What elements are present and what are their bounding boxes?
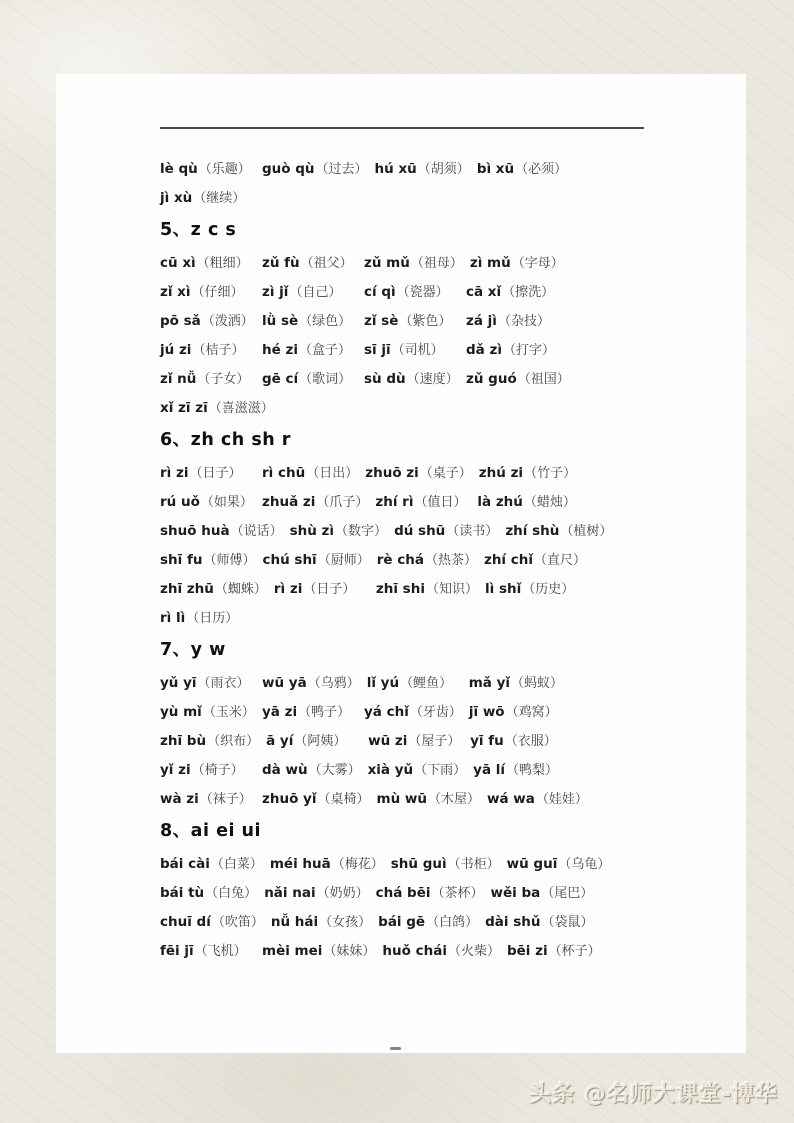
hanzi-text: （瓷器） — [396, 285, 449, 300]
word-entry — [262, 667, 360, 698]
hanzi-text: （过去） — [315, 162, 368, 177]
hanzi-text: （木屋） — [427, 792, 480, 807]
word-entry — [376, 877, 484, 908]
hanzi-text: （如果） — [200, 495, 253, 510]
word-entry — [391, 848, 500, 879]
word-row — [160, 182, 736, 211]
pinyin-text: zhú zi — [478, 465, 524, 481]
word-entry — [377, 544, 477, 575]
word-entry — [470, 247, 565, 278]
hanzi-text: （茶杯） — [431, 886, 484, 901]
word-entry — [484, 544, 586, 575]
hanzi-text: （白菜） — [210, 857, 263, 872]
word-entry — [160, 276, 255, 307]
hanzi-text: （娃娃） — [535, 792, 588, 807]
pinyin-text: nǎi nai — [264, 885, 316, 901]
pinyin-text: shuō huà — [160, 523, 230, 539]
word-entry — [160, 153, 255, 184]
pinyin-text: là zhú — [477, 494, 523, 510]
pinyin-text: zì mǔ — [469, 255, 511, 271]
pinyin-text: lè qù — [160, 161, 198, 177]
pinyin-text: rì chū — [262, 465, 306, 481]
word-entry — [160, 305, 255, 336]
pinyin-text: sù dù — [364, 371, 406, 387]
word-entry — [365, 457, 472, 488]
word-entry — [262, 247, 357, 278]
pinyin-text: dú shū — [394, 523, 446, 539]
hanzi-text: （师傅） — [203, 553, 256, 568]
word-entry — [160, 696, 255, 727]
hanzi-text: （粗细） — [196, 256, 249, 271]
hanzi-text: （爪子） — [316, 495, 369, 510]
word-row — [160, 515, 736, 544]
word-entry — [271, 906, 371, 937]
word-entry — [477, 153, 572, 184]
pinyin-text: jì xù — [160, 190, 193, 206]
pinyin-text: cí qì — [364, 284, 396, 300]
pinyin-text: chuī dí — [160, 914, 211, 930]
hanzi-text: （必须） — [515, 162, 568, 177]
pinyin-text: rè chá — [376, 552, 424, 568]
hanzi-text: （泼洒） — [201, 314, 254, 329]
word-entry — [505, 515, 612, 546]
word-entry — [160, 783, 255, 814]
word-entry — [160, 573, 267, 604]
word-entry — [469, 696, 564, 727]
hanzi-text: （大雾） — [308, 763, 361, 778]
word-row — [160, 457, 736, 486]
word-entry — [262, 754, 361, 785]
word-row — [160, 544, 736, 573]
word-entry — [262, 696, 357, 727]
word-entry — [507, 935, 602, 966]
pinyin-text: yǔ yī — [160, 675, 197, 691]
hanzi-text: （日历） — [186, 611, 239, 626]
hanzi-text: （知识） — [425, 582, 478, 597]
pinyin-text: mèi mei — [262, 943, 323, 959]
pinyin-text: yā lí — [473, 762, 506, 778]
pinyin-text: lì shǐ — [484, 581, 522, 597]
hanzi-text: （下雨） — [414, 763, 467, 778]
hanzi-text: （司机） — [391, 343, 444, 358]
word-entry — [364, 247, 463, 278]
word-row — [160, 153, 736, 182]
hanzi-text: （女孩） — [319, 915, 372, 930]
hanzi-text: （鸭梨） — [506, 763, 559, 778]
hanzi-text: （鸭子） — [298, 705, 351, 720]
hanzi-text: （袋鼠） — [541, 915, 594, 930]
hanzi-text: （阿姨） — [294, 734, 347, 749]
word-entry — [262, 486, 368, 517]
hanzi-text: （子女） — [197, 372, 250, 387]
pinyin-text: zǐ nǚ — [160, 371, 197, 387]
word-entry — [290, 515, 387, 546]
pinyin-text: guò qù — [262, 161, 315, 177]
hanzi-text: （乌龟） — [558, 857, 611, 872]
pinyin-text: wà zi — [160, 791, 199, 807]
word-row — [160, 877, 736, 906]
word-entry — [479, 457, 576, 488]
word-entry — [375, 153, 470, 184]
hanzi-text: （蜡烛） — [523, 495, 576, 510]
word-entry — [382, 935, 500, 966]
word-entry — [367, 667, 462, 698]
word-entry — [491, 877, 594, 908]
pinyin-text: jú zi — [160, 342, 192, 358]
pinyin-text: zhuǎ zi — [262, 494, 316, 510]
word-entry — [364, 305, 459, 336]
pinyin-text: fēi jī — [160, 943, 194, 959]
hanzi-text: （日出） — [306, 466, 359, 481]
word-entry — [160, 486, 255, 517]
word-row — [160, 754, 736, 783]
pinyin-text: yī fu — [470, 733, 504, 749]
pinyin-text: wá wa — [486, 791, 535, 807]
pinyin-text: shù zì — [289, 523, 335, 539]
pinyin-text: zhī zhū — [160, 581, 214, 597]
pinyin-text: zǔ fù — [262, 255, 300, 271]
word-entry — [394, 515, 498, 546]
hanzi-text: （直尺） — [534, 553, 587, 568]
hanzi-text: （奶奶） — [316, 886, 369, 901]
worksheet-page — [56, 74, 746, 1053]
word-entry — [160, 667, 255, 698]
word-entry — [160, 392, 274, 423]
hanzi-text: （说话） — [230, 524, 283, 539]
pinyin-text: nǚ hái — [270, 914, 319, 930]
word-entry — [487, 783, 588, 814]
pinyin-text: pō sǎ — [160, 313, 201, 329]
word-entry — [262, 153, 368, 184]
word-entry — [364, 696, 462, 727]
pinyin-text: wū yā — [262, 675, 307, 691]
pinyin-text: zhī bù — [160, 733, 207, 749]
hanzi-text: （鸡窝） — [505, 705, 558, 720]
pinyin-text: bái cài — [160, 856, 210, 872]
word-row — [160, 247, 736, 276]
word-entry — [368, 725, 463, 756]
pinyin-text: shū guì — [390, 856, 447, 872]
hanzi-text: （蜘蛛） — [214, 582, 267, 597]
hanzi-text: （竹子） — [524, 466, 577, 481]
word-entry — [507, 848, 611, 879]
word-row — [160, 363, 736, 392]
pinyin-text: zǐ xì — [160, 284, 191, 300]
word-entry — [364, 363, 459, 394]
hanzi-text: （自己） — [289, 285, 342, 300]
pinyin-text: zǐ sè — [364, 313, 399, 329]
word-entry — [473, 754, 568, 785]
pinyin-text: zì jǐ — [262, 284, 289, 300]
pinyin-text: wū zi — [368, 733, 408, 749]
hanzi-text: （喜滋滋） — [208, 401, 274, 416]
hanzi-text: （祖国） — [517, 372, 570, 387]
hanzi-text: （日子） — [189, 466, 242, 481]
hanzi-text: （厨师） — [317, 553, 370, 568]
word-entry — [266, 725, 361, 756]
section-heading: 8、ai ei ui — [160, 821, 261, 841]
pinyin-text: bái tù — [160, 885, 205, 901]
word-entry — [160, 544, 255, 575]
hanzi-text: （椅子） — [191, 763, 244, 778]
pinyin-text: zhuō zi — [365, 465, 419, 481]
pinyin-text: rì lì — [160, 610, 186, 626]
pinyin-text: bái gē — [378, 914, 426, 930]
hanzi-text: （火柴） — [447, 944, 500, 959]
pinyin-text: lǜ sè — [262, 313, 299, 329]
hanzi-text: （桌椅） — [317, 792, 370, 807]
pinyin-word-list — [160, 153, 736, 964]
hanzi-text: （热茶） — [424, 553, 477, 568]
pinyin-text: zǔ guó — [466, 371, 517, 387]
pinyin-text: yù mǐ — [160, 704, 202, 720]
hanzi-text: （袜子） — [199, 792, 252, 807]
hanzi-text: （速度） — [406, 372, 459, 387]
word-entry — [160, 334, 255, 365]
pinyin-text: xià yǔ — [367, 762, 414, 778]
pinyin-text: bēi zi — [506, 943, 548, 959]
word-row — [160, 696, 736, 725]
word-row — [160, 602, 736, 631]
word-entry — [274, 573, 369, 604]
hanzi-text: （衣服） — [504, 734, 557, 749]
section-heading: 7、y w — [160, 640, 226, 660]
word-entry — [262, 457, 358, 488]
pinyin-text: yā zi — [262, 704, 298, 720]
word-row — [160, 276, 736, 305]
pinyin-text: bì xū — [476, 161, 515, 177]
pinyin-text: zhí rì — [375, 494, 414, 510]
word-entry — [160, 725, 259, 756]
pinyin-text: xǐ zī zī — [160, 400, 208, 416]
word-row — [160, 486, 736, 515]
hanzi-text: （杯子） — [548, 944, 601, 959]
hanzi-text: （乌鸦） — [307, 676, 360, 691]
pinyin-text: zhí chǐ — [483, 552, 534, 568]
hanzi-text: （牙齿） — [409, 705, 462, 720]
section-heading: 6、zh ch sh r — [160, 430, 291, 450]
watermark-text: 头条 @名师大课堂-博华 — [529, 1082, 778, 1107]
hanzi-text: （仔细） — [191, 285, 244, 300]
pinyin-text: dà wù — [262, 762, 308, 778]
hanzi-text: （鲤鱼） — [400, 676, 453, 691]
pinyin-text: dài shǔ — [485, 914, 541, 930]
hanzi-text: （歌词） — [299, 372, 352, 387]
hanzi-text: （杂技） — [497, 314, 550, 329]
word-entry — [262, 363, 357, 394]
word-entry — [262, 935, 375, 966]
pinyin-text: huǒ chái — [382, 943, 447, 959]
pinyin-text: zhuō yǐ — [262, 791, 317, 807]
pinyin-text: yá chǐ — [364, 704, 409, 720]
pinyin-text: mǎ yǐ — [468, 675, 511, 691]
word-entry — [160, 877, 257, 908]
word-entry — [160, 515, 283, 546]
hanzi-text: （值日） — [414, 495, 467, 510]
pinyin-text: chú shī — [262, 552, 317, 568]
pinyin-text: zhí shù — [505, 523, 560, 539]
pinyin-text: lǐ yú — [366, 675, 400, 691]
hanzi-text: （历史） — [522, 582, 575, 597]
hanzi-text: （数字） — [335, 524, 388, 539]
hanzi-text: （尾巴） — [541, 886, 594, 901]
hanzi-text: （桌子） — [419, 466, 472, 481]
pinyin-text: ā yí — [266, 733, 294, 749]
pinyin-text: yǐ zi — [160, 762, 191, 778]
word-entry — [160, 247, 255, 278]
pinyin-text: zǔ mǔ — [364, 255, 410, 271]
top-divider-line — [160, 127, 644, 129]
word-entry — [477, 486, 576, 517]
word-entry — [469, 667, 564, 698]
word-entry — [160, 457, 255, 488]
hanzi-text: （雨衣） — [197, 676, 250, 691]
word-entry — [262, 544, 369, 575]
word-entry — [160, 935, 255, 966]
hanzi-text: （蚂蚁） — [511, 676, 564, 691]
hanzi-text: （胡须） — [417, 162, 470, 177]
word-entry — [160, 182, 255, 213]
word-row — [160, 305, 736, 334]
word-row — [160, 573, 736, 602]
hanzi-text: （织布） — [207, 734, 260, 749]
pinyin-text: dǎ zì — [466, 342, 502, 358]
word-row — [160, 906, 736, 935]
word-entry — [160, 602, 255, 633]
pinyin-text: sī jī — [364, 342, 391, 358]
hanzi-text: （打字） — [502, 343, 555, 358]
word-row — [160, 848, 736, 877]
pinyin-text: zá jì — [466, 313, 497, 329]
word-row — [160, 667, 736, 696]
pinyin-text: shī fu — [160, 552, 203, 568]
word-entry — [485, 573, 580, 604]
word-entry — [364, 334, 459, 365]
hanzi-text: （乐趣） — [198, 162, 251, 177]
word-row — [160, 392, 736, 421]
hanzi-text: （妹妹） — [323, 944, 376, 959]
hanzi-text: （桔子） — [192, 343, 245, 358]
word-entry — [485, 906, 593, 937]
word-entry — [470, 725, 565, 756]
word-entry — [375, 486, 470, 517]
word-entry — [378, 906, 478, 937]
hanzi-text: （祖母） — [410, 256, 463, 271]
hanzi-text: （屋子） — [408, 734, 461, 749]
word-entry — [466, 363, 570, 394]
pinyin-text: wěi ba — [490, 885, 541, 901]
hanzi-text: （祖父） — [300, 256, 353, 271]
hanzi-text: （飞机） — [194, 944, 247, 959]
pinyin-text: chá bēi — [375, 885, 431, 901]
hanzi-text: （盒子） — [298, 343, 351, 358]
hanzi-text: （读书） — [446, 524, 499, 539]
hanzi-text: （书柜） — [447, 857, 500, 872]
pinyin-text: rì zi — [160, 465, 189, 481]
hanzi-text: （吹笛） — [211, 915, 264, 930]
pinyin-text: cū xì — [160, 255, 196, 271]
word-entry — [364, 276, 459, 307]
hanzi-text: （字母） — [511, 256, 564, 271]
pinyin-text: gē cí — [262, 371, 299, 387]
word-row — [160, 725, 736, 754]
pinyin-text: wū guī — [506, 856, 558, 872]
hanzi-text: （擦洗） — [502, 285, 555, 300]
word-entry — [262, 276, 357, 307]
word-entry — [377, 783, 480, 814]
word-entry — [466, 305, 561, 336]
hanzi-text: （继续） — [193, 191, 246, 206]
pinyin-text: rì zi — [273, 581, 303, 597]
pinyin-text: mù wū — [376, 791, 427, 807]
word-row — [160, 783, 736, 812]
hanzi-text: （玉米） — [202, 705, 255, 720]
pinyin-text: hú xū — [374, 161, 417, 177]
hanzi-text: （白鸽） — [426, 915, 479, 930]
word-entry — [466, 334, 561, 365]
pinyin-text: jī wō — [468, 704, 505, 720]
word-row — [160, 334, 736, 363]
pinyin-text: rú uǒ — [160, 494, 200, 510]
section-heading: 5、z c s — [160, 220, 237, 240]
word-entry — [262, 783, 370, 814]
word-entry — [376, 573, 478, 604]
pinyin-text: hé zi — [262, 342, 298, 358]
hanzi-text: （植树） — [560, 524, 613, 539]
word-entry — [160, 363, 255, 394]
hanzi-text: （梅花） — [331, 857, 384, 872]
hanzi-text: （紫色） — [399, 314, 452, 329]
word-row — [160, 935, 736, 964]
word-entry — [264, 877, 368, 908]
word-entry — [160, 906, 264, 937]
word-entry — [368, 754, 467, 785]
word-entry — [262, 334, 357, 365]
hanzi-text: （绿色） — [299, 314, 352, 329]
pinyin-text: cā xǐ — [466, 284, 502, 300]
word-entry — [160, 754, 255, 785]
page-number-smudge — [390, 1047, 401, 1050]
word-entry — [262, 305, 357, 336]
hanzi-text: （日子） — [303, 582, 356, 597]
word-entry — [466, 276, 561, 307]
word-entry — [160, 848, 263, 879]
pinyin-text: zhī shi — [375, 581, 425, 597]
word-entry — [270, 848, 384, 879]
pinyin-text: méi huā — [269, 856, 331, 872]
hanzi-text: （白兔） — [205, 886, 258, 901]
